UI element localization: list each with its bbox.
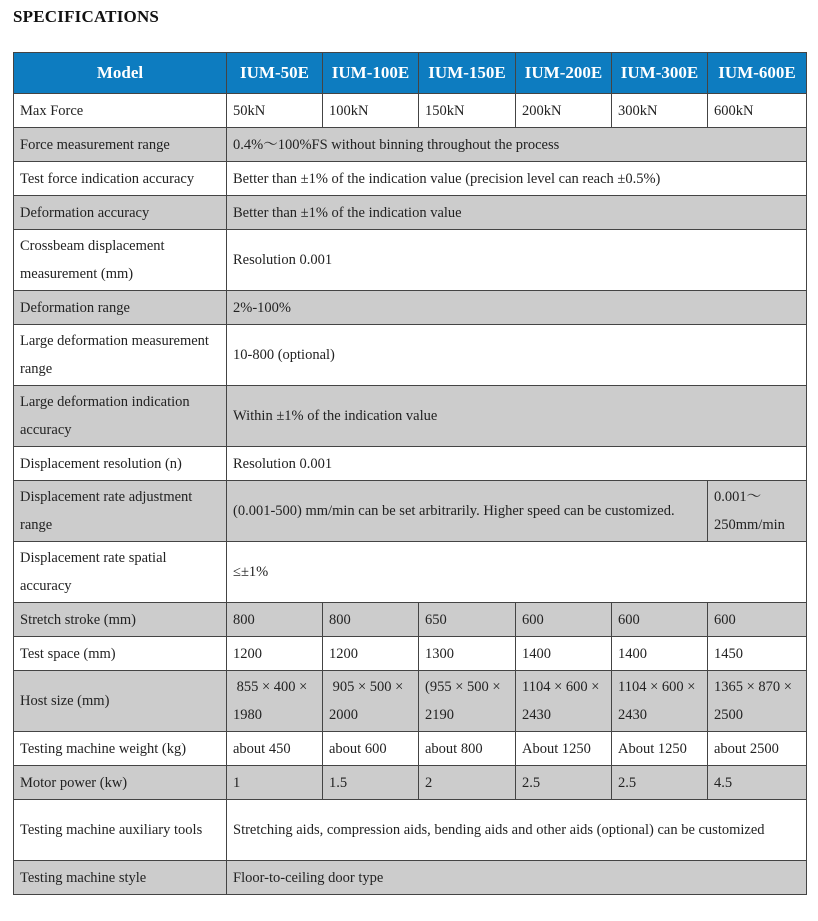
header-model: IUM-300E	[612, 53, 708, 94]
header-model-label: Model	[14, 53, 227, 94]
row-label: Displacement resolution (n)	[14, 447, 227, 481]
specifications-table	[13, 52, 807, 895]
cell: 150kN	[419, 94, 516, 128]
row-label: Stretch stroke (mm)	[14, 603, 227, 637]
cell: 600	[708, 603, 807, 637]
cell: 1200	[323, 637, 419, 671]
table-row-large-def-range	[14, 325, 807, 386]
row-label: Crossbeam displacement measurement (mm)	[14, 230, 227, 291]
table-row-force-range	[14, 128, 807, 162]
row-label: Testing machine style	[14, 861, 227, 895]
cell: 300kN	[612, 94, 708, 128]
row-label: Test force indication accuracy	[14, 162, 227, 196]
cell: 650	[419, 603, 516, 637]
cell: (955 × 500 × 2190	[419, 671, 516, 732]
cell: 2.5	[516, 766, 612, 800]
cell: 1.5	[323, 766, 419, 800]
cell: 200kN	[516, 94, 612, 128]
cell: About 1250	[516, 732, 612, 766]
table-row-disp-rate-range	[14, 481, 807, 542]
header-model: IUM-200E	[516, 53, 612, 94]
cell: ≤±1%	[227, 542, 807, 603]
table-row-aux-tools	[14, 800, 807, 861]
row-label: Max Force	[14, 94, 227, 128]
cell: 1104 × 600 × 2430	[612, 671, 708, 732]
page-title: SPECIFICATIONS	[13, 7, 160, 26]
cell: about 600	[323, 732, 419, 766]
cell: 2%-100%	[227, 291, 807, 325]
table-row-stretch-stroke	[14, 603, 807, 637]
row-label: Deformation accuracy	[14, 196, 227, 230]
cell: 905 × 500 × 2000	[323, 671, 419, 732]
cell: about 2500	[708, 732, 807, 766]
cell: 1300	[419, 637, 516, 671]
cell: Stretching aids, compression aids, bending aids and other aids (optional) can be customized	[227, 800, 807, 861]
cell: 600kN	[708, 94, 807, 128]
row-label: Host size (mm)	[14, 671, 227, 732]
cell: Better than ±1% of the indication value (precision level can reach ±0.5%)	[227, 162, 807, 196]
cell: Floor-to-ceiling door type	[227, 861, 807, 895]
cell: Better than ±1% of the indication value	[227, 196, 807, 230]
cell: Resolution 0.001	[227, 230, 807, 291]
cell: about 450	[227, 732, 323, 766]
cell: 1450	[708, 637, 807, 671]
cell: 1400	[612, 637, 708, 671]
table-row-deformation-range	[14, 291, 807, 325]
header-row	[14, 53, 807, 94]
cell: 10-800 (optional)	[227, 325, 807, 386]
cell: 800	[323, 603, 419, 637]
cell: about 800	[419, 732, 516, 766]
cell: 100kN	[323, 94, 419, 128]
cell: About 1250	[612, 732, 708, 766]
row-label: Displacement rate adjustment range	[14, 481, 227, 542]
cell: 0.4%～100%FS without binning throughout the process	[227, 128, 807, 162]
row-label: Test space (mm)	[14, 637, 227, 671]
table-row-large-def-accuracy	[14, 386, 807, 447]
cell: 2	[419, 766, 516, 800]
table-row-disp-rate-accuracy	[14, 542, 807, 603]
row-label: Deformation range	[14, 291, 227, 325]
row-label: Displacement rate spatial accuracy	[14, 542, 227, 603]
header-model: IUM-600E	[708, 53, 807, 94]
table-row-max-force	[14, 94, 807, 128]
table-row-weight	[14, 732, 807, 766]
table-row-style	[14, 861, 807, 895]
table-row-crossbeam	[14, 230, 807, 291]
cell: 0.001～250mm/min	[708, 481, 807, 542]
cell: 2.5	[612, 766, 708, 800]
header-model: IUM-150E	[419, 53, 516, 94]
row-label: Large deformation measurement range	[14, 325, 227, 386]
table-row-test-space	[14, 637, 807, 671]
table-row-disp-resolution	[14, 447, 807, 481]
row-label: Motor power (kw)	[14, 766, 227, 800]
row-label: Force measurement range	[14, 128, 227, 162]
cell: 4.5	[708, 766, 807, 800]
header-model: IUM-100E	[323, 53, 419, 94]
cell: 1	[227, 766, 323, 800]
cell: Within ±1% of the indication value	[227, 386, 807, 447]
cell: 855 × 400 × 1980	[227, 671, 323, 732]
cell: 1400	[516, 637, 612, 671]
cell: Resolution 0.001	[227, 447, 807, 481]
row-label: Testing machine auxiliary tools	[14, 800, 227, 861]
table-row-motor-power	[14, 766, 807, 800]
cell: 600	[516, 603, 612, 637]
cell: 1200	[227, 637, 323, 671]
cell: 800	[227, 603, 323, 637]
table-row-test-force-accuracy	[14, 162, 807, 196]
table-row-deformation-accuracy	[14, 196, 807, 230]
table-row-host-size	[14, 671, 807, 732]
header-model: IUM-50E	[227, 53, 323, 94]
cell: 1104 × 600 × 2430	[516, 671, 612, 732]
row-label: Testing machine weight (kg)	[14, 732, 227, 766]
cell: 600	[612, 603, 708, 637]
cell: 1365 × 870 × 2500	[708, 671, 807, 732]
row-label: Large deformation indication accuracy	[14, 386, 227, 447]
cell: 50kN	[227, 94, 323, 128]
cell: (0.001-500) mm/min can be set arbitrarily. Higher speed can be customized.	[227, 481, 708, 542]
